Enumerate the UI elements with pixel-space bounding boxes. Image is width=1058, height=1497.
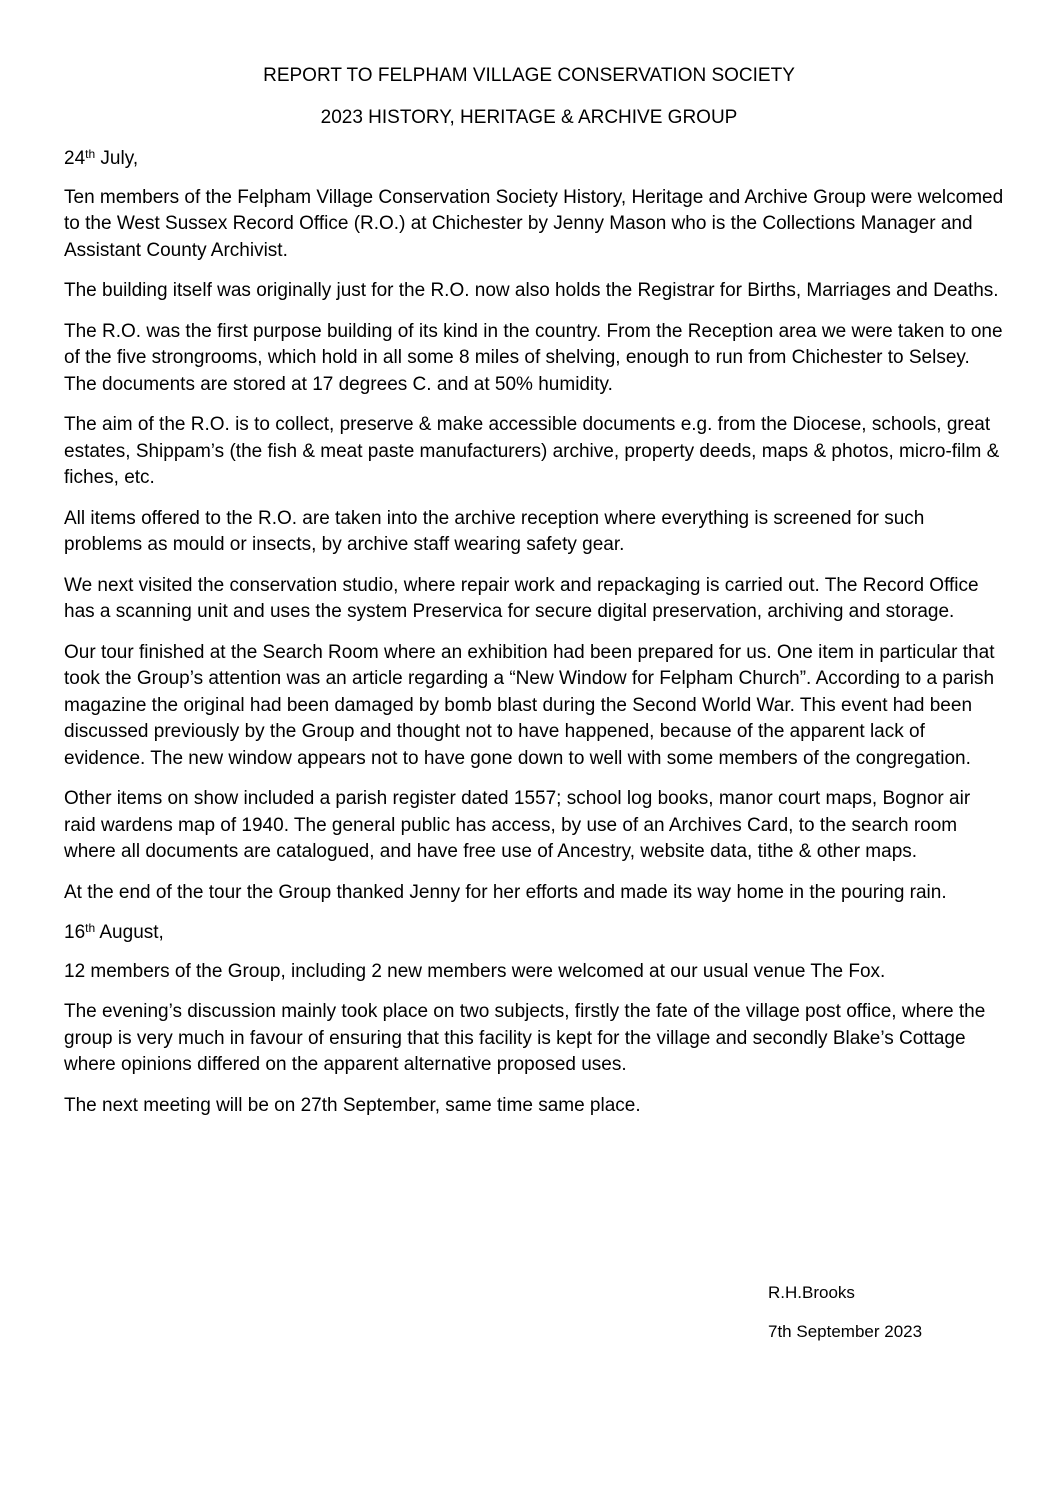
paragraph: The building itself was originally just for the R.O. now also holds the Registrar for Births, Marriages and Deaths. bbox=[64, 280, 999, 301]
report-body bbox=[64, 146, 1004, 1133]
report-title: REPORT TO FELPHAM VILLAGE CONSERVATION SOCIETY bbox=[263, 65, 795, 86]
signature-name: R.H.Brooks bbox=[768, 1283, 855, 1302]
paragraph: Ten members of the Felpham Village Conservation Society History, Heritage and Archive Group were welcomed to the West Sussex Record Office (R.O.) at Chichester by Jenny Mason who is the Collections Manager and Assistant County Archivist. bbox=[64, 186, 1004, 261]
paragraph: The next meeting will be on 27th September, same time same place. bbox=[64, 1094, 641, 1116]
paragraph: All items offered to the R.O. are taken into the archive reception where everything is screened for such problems as mould or insects, by archive staff wearing safety gear. bbox=[64, 507, 925, 555]
paragraph: We next visited the conservation studio, where repair work and repackaging is carried out. The Record Office has a scanning unit and uses the system Preservica for secure digital preservation, archiving and storage. bbox=[64, 574, 979, 622]
august-date: 16th August, bbox=[64, 921, 164, 943]
paragraph: The R.O. was the first purpose building of its kind in the country. From the Reception area we were taken to one of the five strongrooms, which hold in all some 8 miles of shelving, enough to run from Chichester to Selsey. The documents are stored at 17 degrees C. and at 50% humidity. bbox=[64, 320, 1003, 395]
paragraph: The evening’s discussion mainly took place on two subjects, firstly the fate of the village post office, where the group is very much in favour of ensuring that this facility is kept for the village and secondly Blake’s Cottage where opinions differed on the apparent alternative proposed uses. bbox=[64, 1001, 986, 1075]
paragraph: The aim of the R.O. is to collect, preserve & make accessible documents e.g. from the Diocese, schools, great estates, Shippam’s (the fish & meat paste manufacturers) archive, property deeds, maps & photos, micro-film & fiches, etc. bbox=[64, 414, 1000, 488]
paragraph: Our tour finished at the Search Room where an exhibition had been prepared for us. One item in particular that took the Group’s attention was an article regarding a “New Window for Felpham Church”. According to a parish magazine the original had been damaged by bomb blast during the Second World War. This event had been discussed previously by the Group and thought not to have happened, because of the apparent lack of evidence. The new window appears not to have gone down to well with some members of the congregation. bbox=[64, 641, 995, 769]
paragraph: 12 members of the Group, including 2 new members were welcomed at our usual venue The Fox. bbox=[64, 960, 886, 982]
paragraph: At the end of the tour the Group thanked Jenny for her efforts and made its way home in the pouring rain. bbox=[64, 881, 947, 903]
july-date: 24th July, bbox=[64, 147, 139, 169]
paragraph: Other items on show included a parish register dated 1557; school log books, manor court maps, Bognor air raid wardens map of 1940. The general public has access, by use of an Archives Card, to the search room where all documents are catalogued, and have free use of Ancestry, website data, tithe & other maps. bbox=[64, 788, 971, 862]
signature-date: 7th September 2023 bbox=[768, 1322, 923, 1341]
report-subtitle: 2023 HISTORY, HERITAGE & ARCHIVE GROUP bbox=[320, 107, 738, 128]
